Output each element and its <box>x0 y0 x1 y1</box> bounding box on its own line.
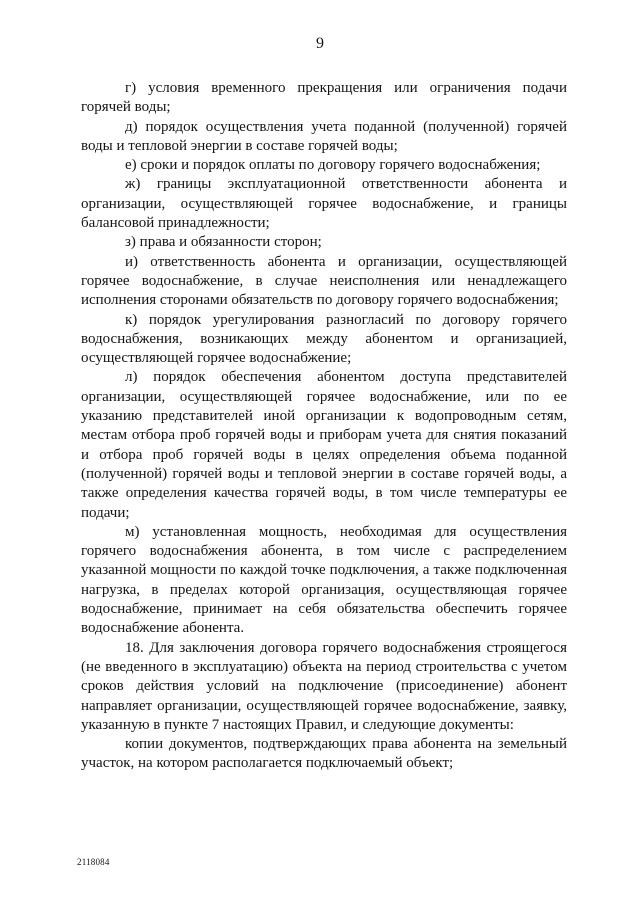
paragraph-m-installed-capacity: м) установленная мощность, необходимая для осуществления горячего водоснабжения абонента, в том числе с распределением указанной мощности по каждой точке подключения, а также подключенная нагрузка, в пределах которой организация, осуществляющая горячее водоснабжение, принимает на себя обязательства обеспечить горячее водоснабжение абонента. <box>81 523 567 637</box>
paragraph-i-liability: и) ответственность абонента и организации, осуществляющей горячее водоснабжение, в случае неисполнения или ненадлежащего исполнения сторонами обязательств по договору горячего водоснабжения; <box>81 253 567 309</box>
paragraph-g-interruption-conditions: г) условия временного прекращения или ограничения подачи горячей воды; <box>81 80 567 116</box>
document-footer-code: 2118084 <box>77 857 110 867</box>
paragraph-zh-responsibility-boundaries: ж) границы эксплуатационной ответственности абонента и организации, осуществляющей горячее водоснабжение, и границы балансовой принадлежности; <box>81 176 567 232</box>
paragraph-18-contract-conclusion: 18. Для заключения договора горячего водоснабжения строящегося (не введенного в эксплуатацию) объекта на период строительства с учетом сроков действия условий на подключение (присоединение) абонент направляет организации, осуществляющей горячее водоснабжение, заявку, указанную в пункте 7 настоящих Правил, и следующие документы: <box>81 639 567 733</box>
paragraph-z-rights-obligations: з) права и обязанности сторон; <box>125 234 322 251</box>
paragraph-land-documents: копии документов, подтверждающих права абонента на земельный участок, на котором располагается подключаемый объект; <box>81 736 567 772</box>
document-body <box>81 79 567 774</box>
paragraph-k-dispute-resolution: к) порядок урегулирования разногласий по договору горячего водоснабжения, возникающих между абонентом и организацией, осуществляющей горячее водоснабжение; <box>81 311 567 367</box>
paragraph-d-metering-procedure: д) порядок осуществления учета поданной (полученной) горячей воды и тепловой энергии в составе горячей воды; <box>81 118 567 154</box>
paragraph-l-access-procedure: л) порядок обеспечения абонентом доступа представителей организации, осуществляющей горячее водоснабжение, или по ее указанию представителей иной организации к водопроводным сетям, местам отбора проб горячей воды и приборам учета для снятия показаний и отбора проб горячей воды в целях определения объема поданной (полученной) горячей воды и тепловой энергии в составе горячей воды, а также определения качества горячей воды, в том числе температуры ее подачи; <box>81 369 567 521</box>
page-number: 9 <box>316 35 324 52</box>
paragraph-e-payment-terms: е) сроки и порядок оплаты по договору горячего водоснабжения; <box>125 157 541 174</box>
